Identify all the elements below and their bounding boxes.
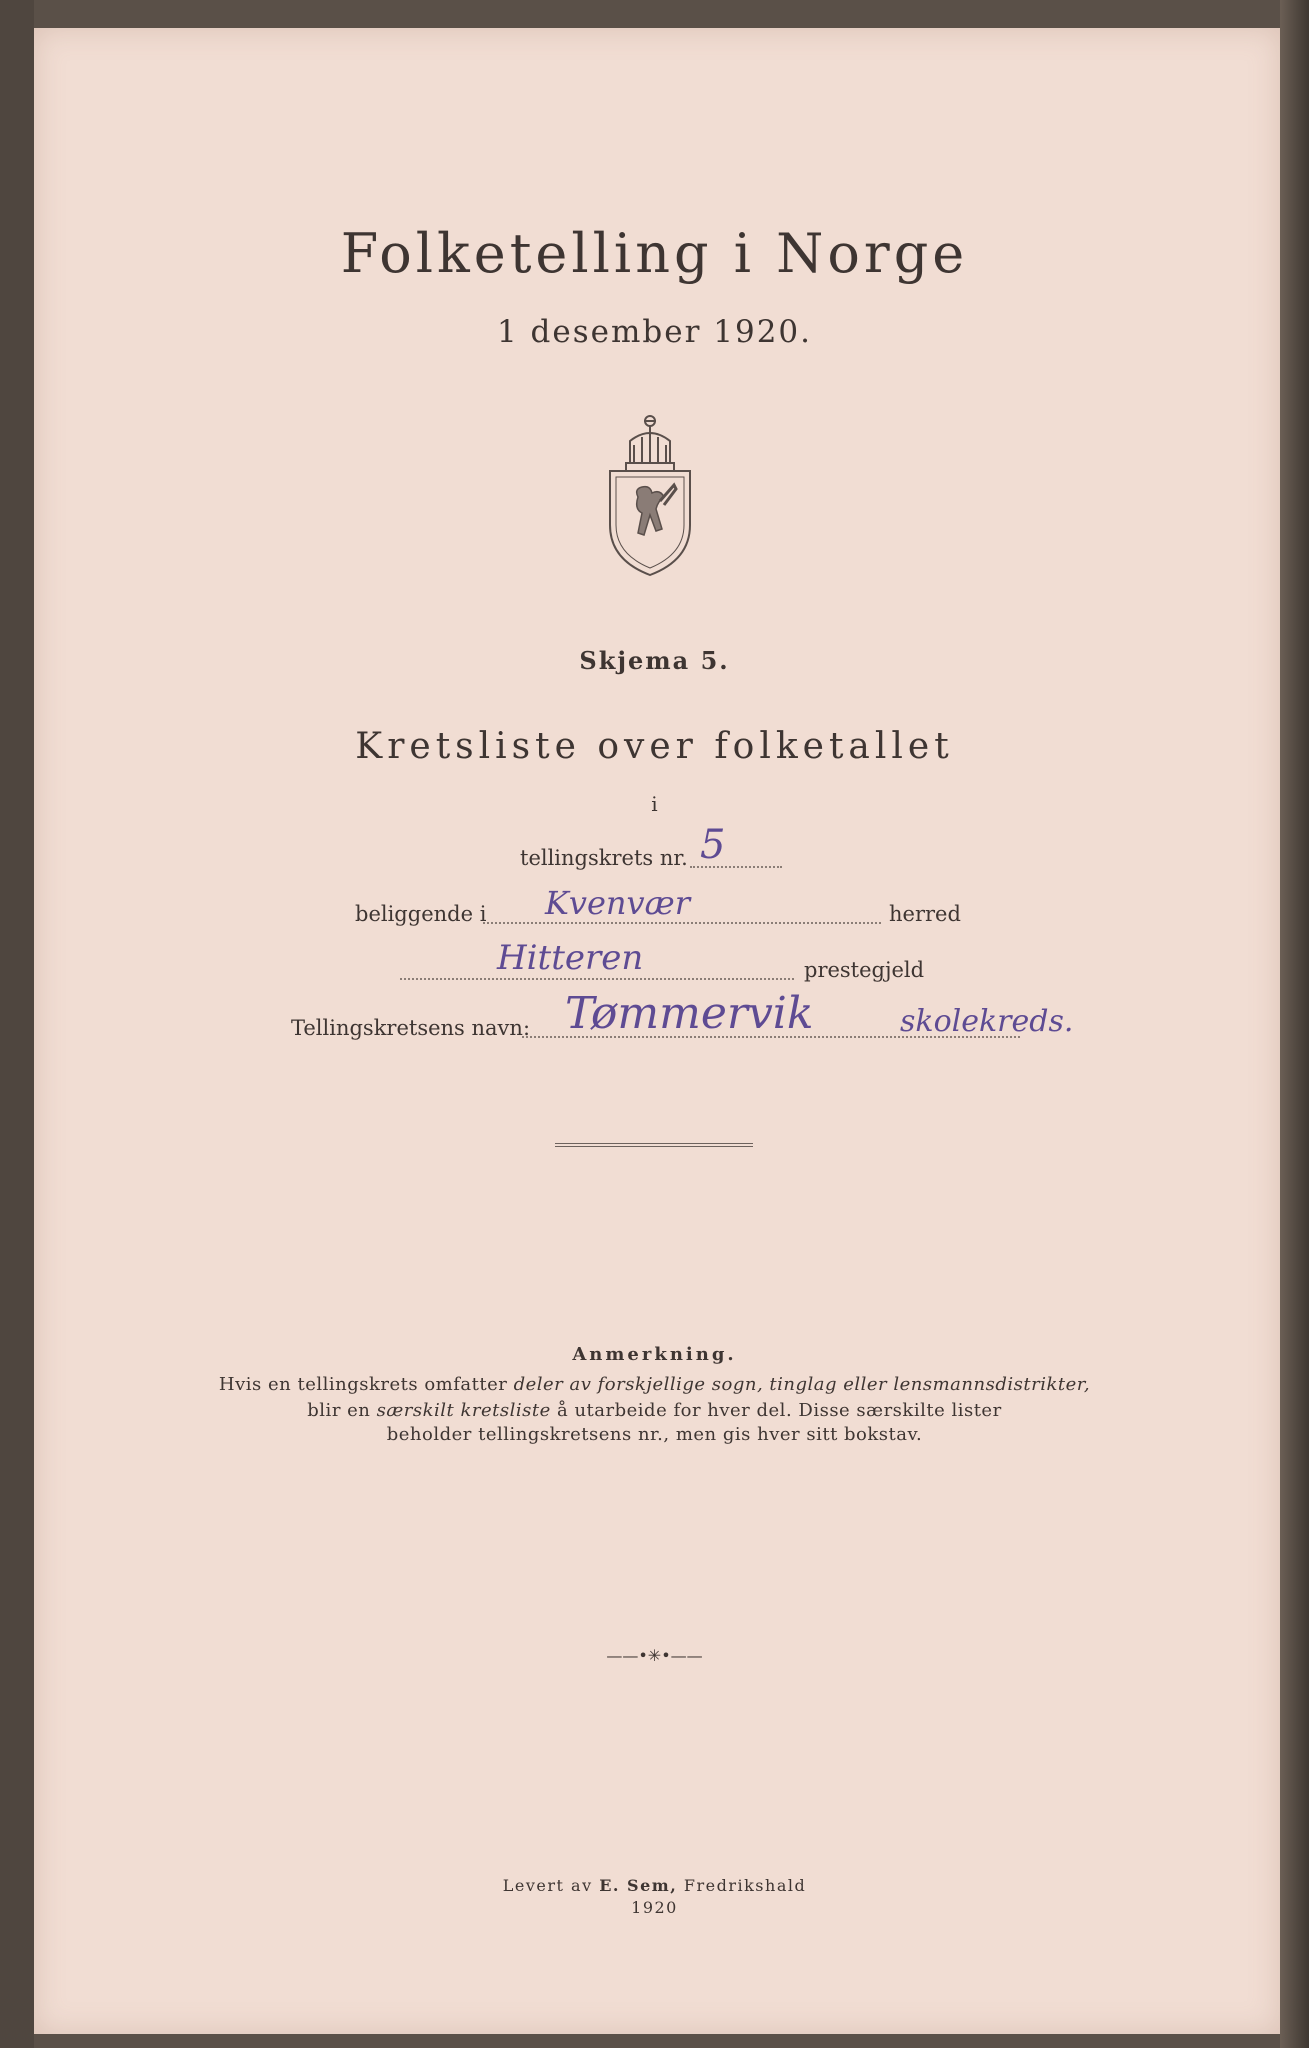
note-line-1-text: Hvis en tellingskrets omfatter	[218, 1374, 514, 1395]
beliggende-label: beliggende i	[355, 902, 487, 926]
norway-coat-of-arms-icon	[600, 405, 700, 577]
prestegjeld-line	[400, 978, 794, 980]
krets-name-label: Tellingskretsens navn:	[291, 1016, 531, 1040]
ornament-divider: ——•✳•——	[606, 1646, 703, 1665]
herred-label: herred	[889, 902, 961, 926]
beliggende-line	[483, 922, 881, 924]
scan-border-right	[1280, 0, 1309, 2048]
krets-name-extra: skolekreds.	[900, 1004, 1074, 1039]
note-line-2-italic: særskilt kretsliste	[376, 1400, 551, 1421]
krets-number-label: tellingskrets nr.	[520, 846, 688, 870]
note-line-3: beholder tellingskretsens nr., men gis hver sitt bokstav.	[386, 1424, 923, 1445]
krets-number-value: 5	[700, 822, 726, 868]
prestegjeld-value: Hitteren	[497, 938, 644, 978]
note-line-2	[0, 1400, 1309, 1421]
note-line-2-text-a: blir en	[307, 1400, 377, 1421]
prestegjeld-label: prestegjeld	[804, 958, 925, 982]
note-line-1-italic: deler av forskjellige sogn, tinglag eller lensmannsdistrikter,	[513, 1374, 1091, 1395]
document-title: Folketelling i Norge	[340, 222, 969, 285]
census-date: 1 desember 1920.	[496, 314, 813, 350]
note-heading: Anmerkning.	[572, 1344, 737, 1365]
printer-year: 1920	[631, 1898, 678, 1917]
schema-label: Skjema 5.	[579, 646, 730, 675]
connector-word: i	[651, 792, 658, 816]
document-subtitle: Kretsliste over folketallet	[355, 726, 954, 767]
krets-name-value: Tømmervik	[565, 988, 814, 1039]
separator-rule	[555, 1143, 753, 1147]
printer-line	[0, 1876, 1309, 1895]
printer-place: Fredrikshald	[677, 1876, 807, 1895]
printer-name: E. Sem,	[599, 1876, 678, 1895]
herred-value: Kvenvær	[545, 884, 690, 922]
scan-border-left	[0, 0, 34, 2048]
printer-prefix: Levert av	[502, 1876, 600, 1895]
note-line-2-text-b: å utarbeide for hver del. Disse særskilte lister	[550, 1400, 1002, 1421]
note-line-1	[0, 1374, 1309, 1395]
